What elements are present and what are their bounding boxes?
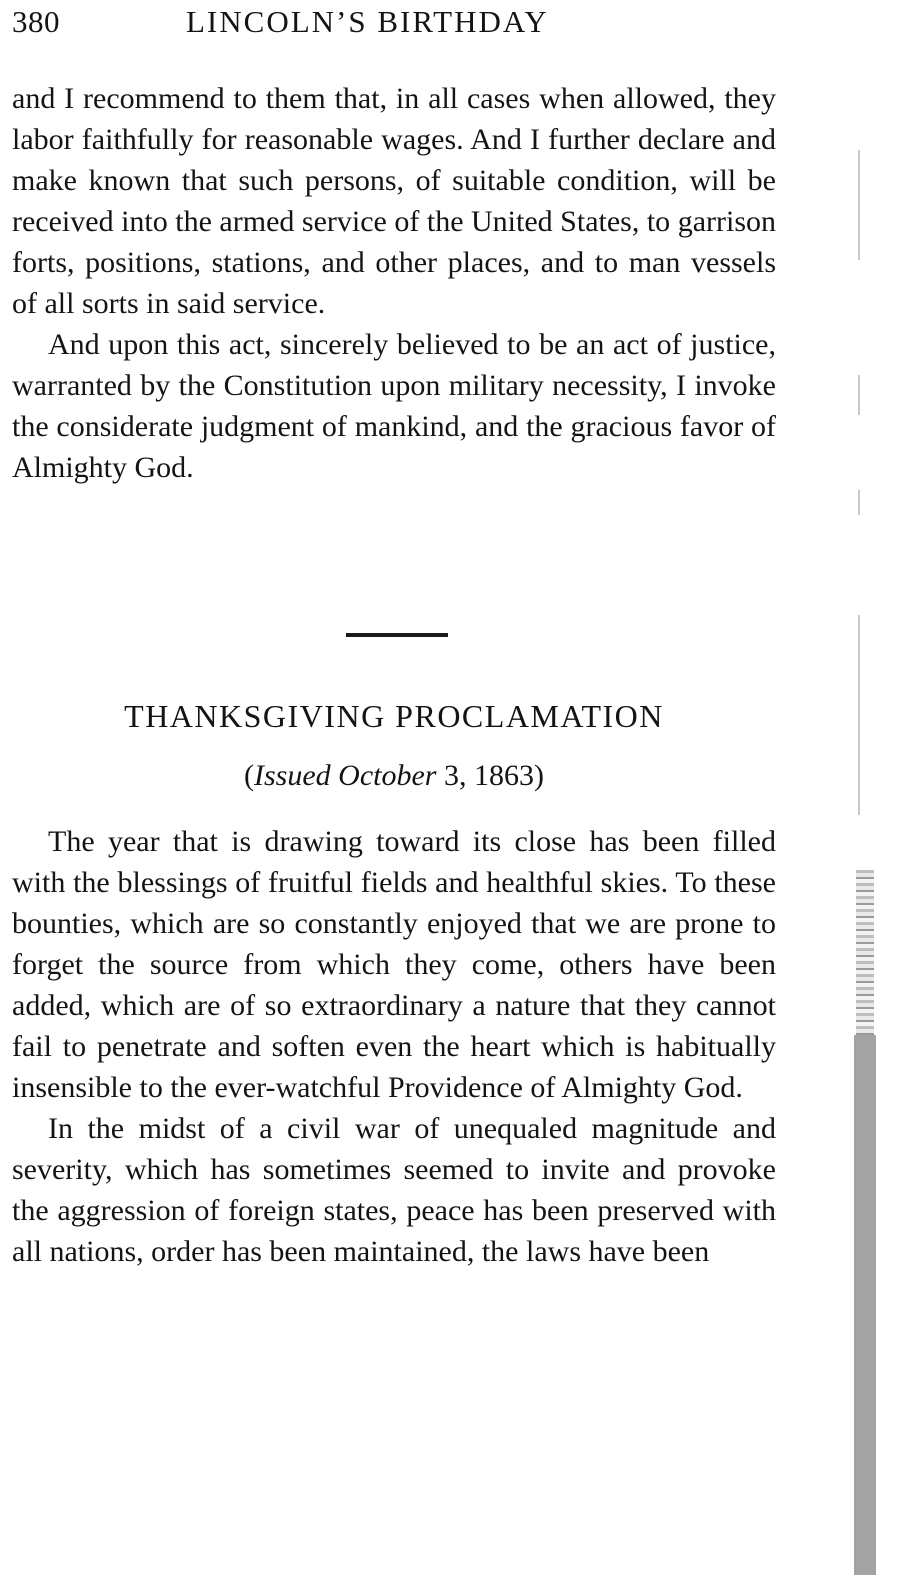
- paragraph: And upon this act, sincerely believed to be an act of justice, warranted by the Constitution upon military necessity, I invoke the considerate judgment of mankind, and the gracious favor of Almighty God.: [12, 328, 776, 484]
- proclamation-text: [12, 821, 776, 1272]
- scan-edge-shadow: [854, 1035, 876, 1575]
- continued-text: [12, 78, 776, 488]
- section-title: THANKSGIVING PROCLAMATION: [124, 698, 664, 734]
- scan-edge-line: [858, 375, 860, 415]
- scan-edge: [850, 0, 878, 1596]
- date-italic: Issued October: [254, 759, 437, 792]
- date-rest: 3, 1863): [436, 759, 544, 792]
- page-number: 380: [12, 4, 60, 39]
- section-date: [12, 759, 776, 793]
- running-title: LINCOLN’S BIRTHDAY: [186, 4, 549, 39]
- date-open: (: [244, 759, 255, 792]
- scan-edge-line: [858, 490, 860, 515]
- scan-edge-line: [858, 150, 860, 260]
- scan-edge-speckle: [856, 870, 874, 1040]
- section-divider: [346, 633, 448, 637]
- paragraph: The year that is drawing toward its close has been filled with the blessings of fruitful fields and healthful skies. To these bounties, which are so constantly enjoyed that we are prone to forget the source from which they come, others have been added, which are of so extraordinary a nature that they cannot fail to penetrate and soften even the heart which is habitually insensible to the ever-watchful Providence of Almighty God.: [12, 825, 776, 1104]
- paragraph: and I recommend to them that, in all cases when allowed, they labor faithfully for reasonable wages. And I further declare and make known that such persons, of suitable condition, will be received into the armed service of the United States, to garrison forts, positions, stations, and other places, and to man vessels of all sorts in said service.: [12, 82, 776, 320]
- scan-edge-line: [858, 615, 860, 815]
- paragraph: In the midst of a civil war of unequaled magnitude and severity, which has sometimes seemed to invite and provoke the aggression of foreign states, peace has been preserved with all nations, order has been maintained, the laws have been: [12, 1112, 776, 1268]
